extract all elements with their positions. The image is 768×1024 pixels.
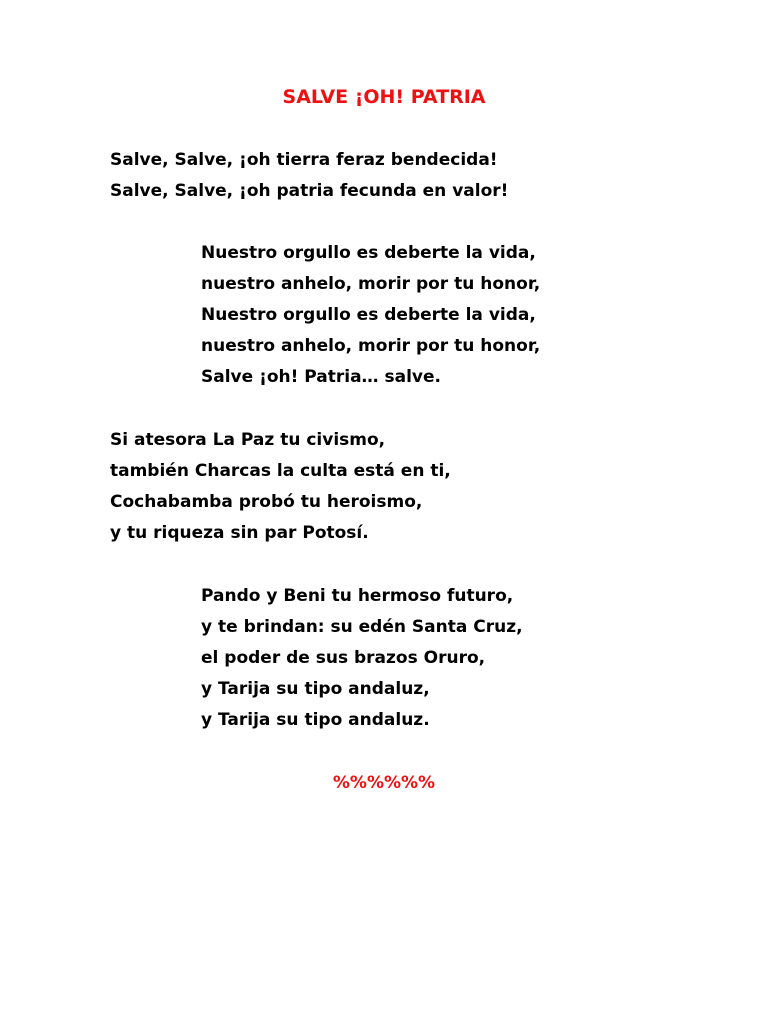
- verse-line: el poder de sus brazos Oruro,: [201, 648, 486, 668]
- verse-line: y te brindan: su edén Santa Cruz,: [201, 617, 523, 637]
- verse-line: nuestro anhelo, morir por tu honor,: [201, 274, 541, 294]
- stanza-2-chorus: [201, 238, 540, 393]
- verse-line: Pando y Beni tu hermoso futuro,: [201, 586, 514, 606]
- verse-line: y Tarija su tipo andaluz,: [201, 679, 430, 699]
- verse-line: Si atesora La Paz tu civismo,: [110, 430, 386, 450]
- verse-line: y tu riqueza sin par Potosí.: [110, 523, 369, 543]
- verse-line: y Tarija su tipo andaluz.: [201, 710, 430, 730]
- closing-ornament: %%%%%%: [332, 773, 436, 793]
- poem-title: SALVE ¡OH! PATRIA: [282, 86, 486, 108]
- verse-line: Cochabamba probó tu heroismo,: [110, 492, 423, 512]
- verse-line: Salve ¡oh! Patria… salve.: [201, 367, 441, 387]
- stanza-3: [110, 425, 451, 549]
- verse-line: Salve, Salve, ¡oh patria fecunda en valor!: [110, 181, 509, 201]
- verse-line: Salve, Salve, ¡oh tierra feraz bendecida!: [110, 150, 498, 170]
- verse-line: Nuestro orgullo es deberte la vida,: [201, 243, 536, 263]
- stanza-4: [201, 581, 523, 736]
- stanza-1: [110, 145, 508, 207]
- verse-line: también Charcas la culta está en ti,: [110, 461, 451, 481]
- verse-line: Nuestro orgullo es deberte la vida,: [201, 305, 536, 325]
- verse-line: nuestro anhelo, morir por tu honor,: [201, 336, 541, 356]
